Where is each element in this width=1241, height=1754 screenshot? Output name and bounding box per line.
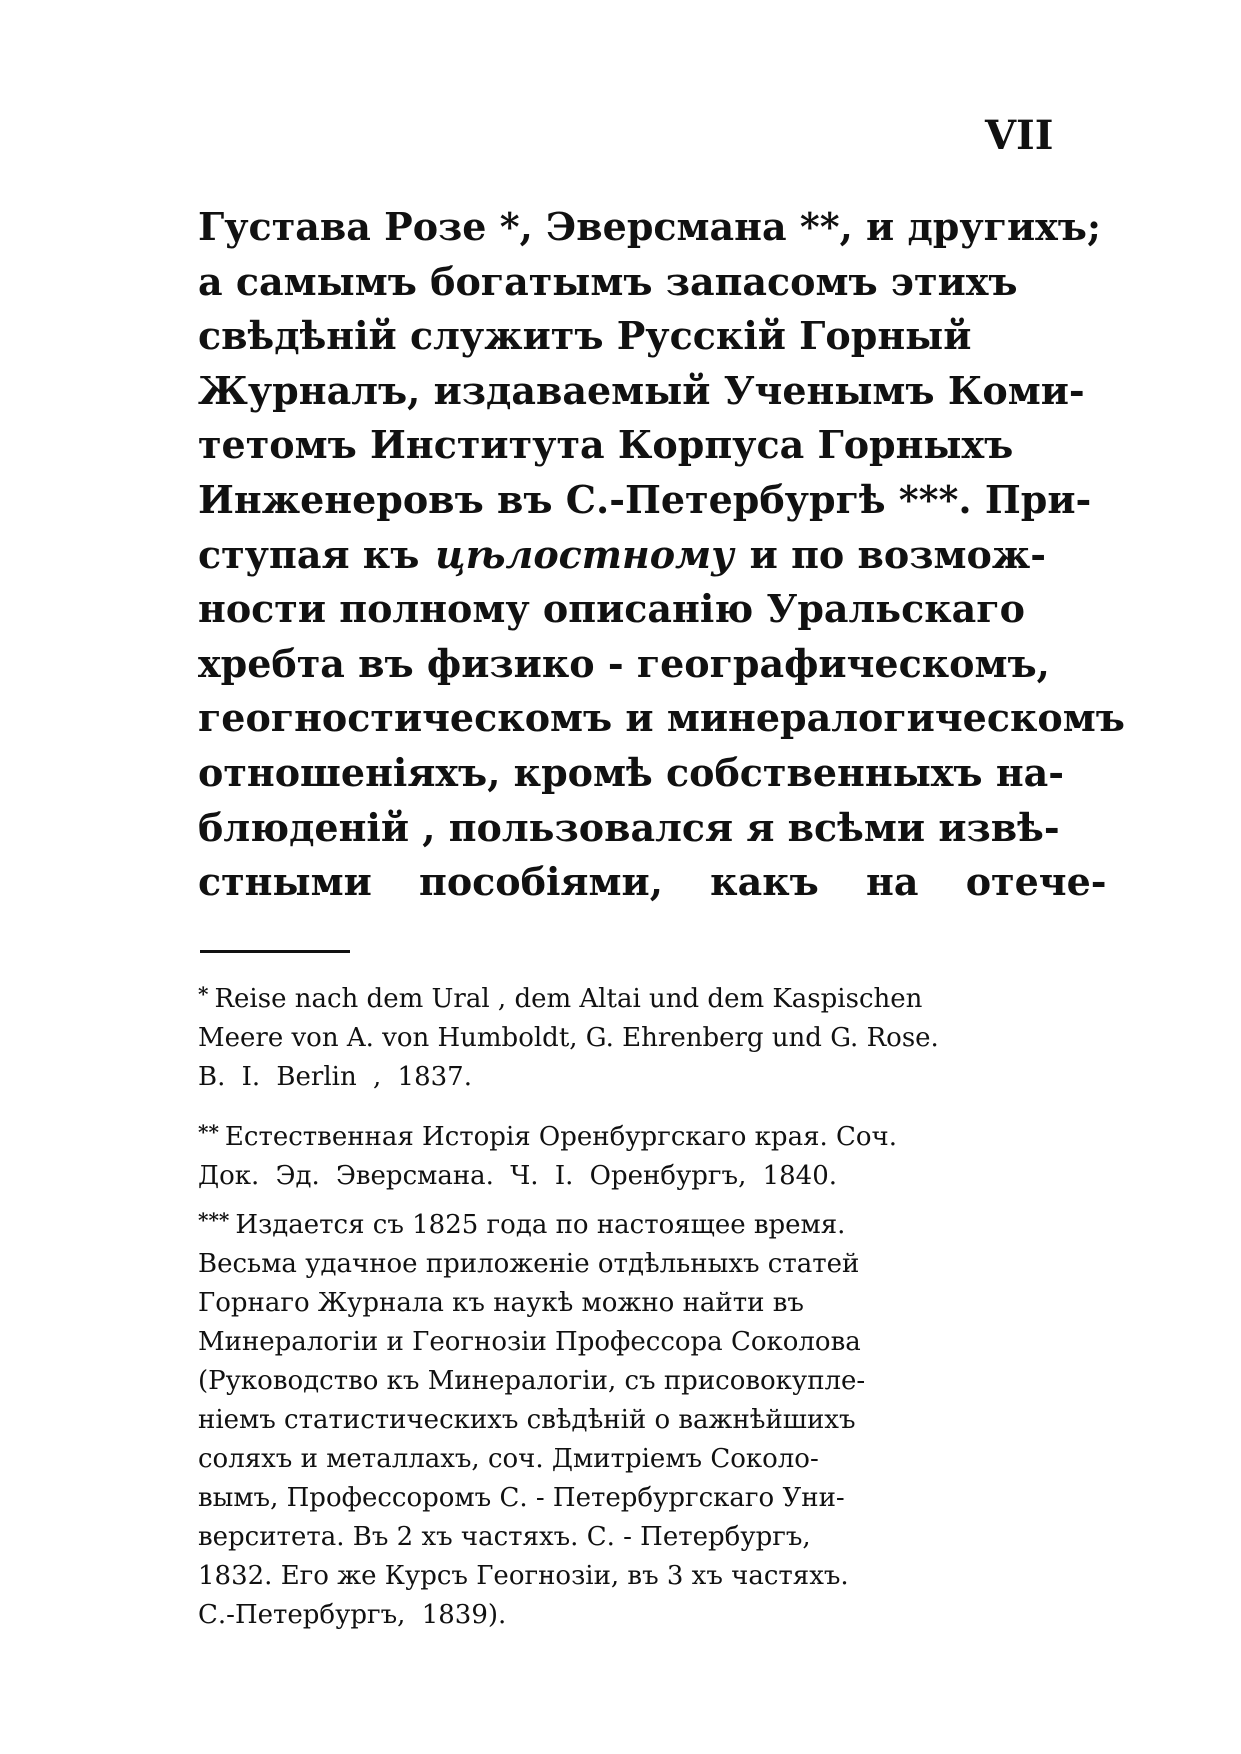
footnote-3 [198,1206,1048,1635]
body-line: Журналъ, издаваемый Ученымъ Коми- [198,367,1085,413]
footnote-mark: ** [198,1120,219,1144]
body-line: ности полному описанію Уральскаго [198,586,1025,632]
body-line: геогностическомъ и минералогическомъ [198,695,1125,741]
body-text [198,200,1125,910]
footnote-line-with-mark [198,1118,1048,1157]
footnote-1 [198,980,1048,1097]
footnote-mark: *** [198,1208,230,1232]
body-line-segment: и по возмож- [749,531,1046,577]
body-line: Инженеровъ въ С.-Петербургѣ ***. При- [198,476,1092,522]
body-line: свѣдѣній служитъ Русскій Горный [198,313,972,359]
footnote-line: С.-Петербургъ, 1839). [198,1600,507,1630]
body-line: хребта въ физико - географическомъ, [198,640,1050,686]
footnote-line-with-mark [198,1206,1048,1245]
footnote-line-with-mark [198,980,1048,1019]
footnote-line: Издается съ 1825 года по настоящее время. [235,1210,846,1240]
body-line: стными пособіями, какъ на отече- [198,859,1107,905]
body-line: Густава Розе *, Эверсмана **, и другихъ; [198,204,1101,249]
footnote-line-text [198,1118,897,1158]
footnote-line: Весьма удачное приложеніе отдѣльныхъ статей [198,1249,860,1279]
footnote-line: Естественная Исторія Оренбургскаго края. Соч. [224,1122,897,1152]
footnote-line: верситета. Въ 2 хъ частяхъ. С. - Петербургъ, [198,1522,811,1552]
footnote-line: Meere von A. von Humboldt, G. Ehrenberg und G. Rose. [198,1023,939,1053]
emphasized-word: цѣлостному [435,531,734,577]
body-line: тетомъ Института Корпуса Горныхъ [198,422,1014,468]
body-line: блюденій , пользовался я всѣми извѣ- [198,804,1060,850]
footnote-2 [198,1118,1048,1196]
footnote-line-text [198,1206,845,1246]
footnote-line: Док. Эд. Эверсмана. Ч. I. Оренбургъ, 1840. [198,1161,838,1191]
footnote-line: Reise nach dem Ural , dem Altai und dem Kaspischen [214,984,923,1014]
body-line-segment: ступая къ [198,531,420,577]
footnote-line-text [198,980,922,1020]
footnote-line: (Руководство къ Минералогіи, съ присовокупле- [198,1366,866,1396]
footnote-line: соляхъ и металлахъ, соч. Дмитріемъ Соколо- [198,1444,819,1474]
footnote-line: 1832. Его же Курсъ Геогнозіи, въ 3 хъ частяхъ. [198,1561,849,1591]
body-line-with-emphasis [198,528,1046,583]
footnote-mark: * [198,982,209,1006]
footnote-line: B. I. Berlin , 1837. [198,1062,472,1092]
footnote-divider [200,950,350,953]
footnote-line: вымъ, Профессоромъ С. - Петербургскаго Уни- [198,1483,845,1513]
body-line: отношеніяхъ, кромѣ собственныхъ на- [198,749,1065,795]
footnote-line: Минералогіи и Геогнозіи Профессора Соколова [198,1327,861,1357]
footnote-line: ніемъ статистическихъ свѣдѣній о важнѣйшихъ [198,1405,856,1435]
page-number: VII [985,112,1054,159]
body-line: а самымъ богатымъ запасомъ этихъ [198,258,1018,304]
footnote-line: Горнаго Журнала къ наукѣ можно найти въ [198,1288,804,1318]
